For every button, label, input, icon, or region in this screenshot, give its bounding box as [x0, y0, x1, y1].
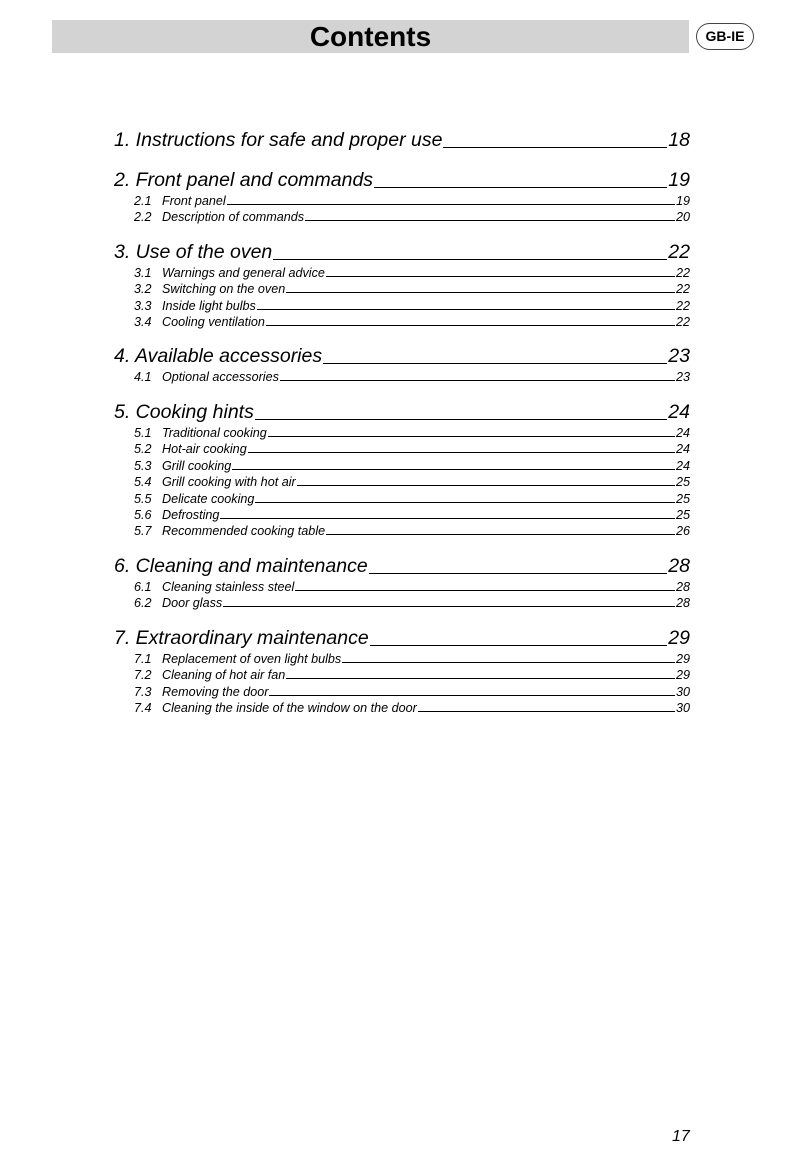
toc-section-page: 18: [668, 129, 690, 151]
toc-subsection[interactable]: [134, 490, 690, 506]
toc-subsection-page: 30: [675, 684, 690, 699]
toc-subsection-title: Defrosting: [162, 508, 220, 522]
toc-subsection[interactable]: [134, 440, 690, 456]
toc-section-label: 5. Cooking hints: [114, 401, 254, 423]
toc-subsection-page: 28: [675, 596, 690, 611]
toc-subsection-label: [134, 315, 265, 329]
toc-subsection[interactable]: [134, 473, 690, 489]
toc-subsection-title: Replacement of oven light bulbs: [162, 652, 342, 666]
toc-subsection-title: Grill cooking with hot air: [162, 475, 296, 490]
toc-subsection-page: 26: [675, 524, 690, 539]
toc-subsection-title: Traditional cooking: [162, 426, 267, 440]
toc-subsection-label: [134, 668, 285, 682]
toc-subsection-title: Removing the door: [162, 684, 269, 699]
toc-subsection-title: Cleaning the inside of the window on the door: [162, 701, 417, 716]
language-badge: GB-IE: [696, 23, 754, 50]
toc-subsection-leader-line: [286, 292, 675, 293]
toc-subsection-leader-line: [220, 518, 675, 519]
toc-section[interactable]: [114, 240, 690, 264]
toc-subsection-label: [134, 701, 417, 715]
toc-subsection-label: [134, 194, 226, 208]
toc-section[interactable]: [114, 554, 690, 578]
toc-subsection[interactable]: [134, 506, 690, 522]
toc-subsection-title: Delicate cooking: [162, 491, 255, 506]
toc-subsection-leader-line: [257, 309, 675, 310]
toc-subsection-label: [134, 266, 325, 280]
toc-subsection-leader-line: [280, 380, 675, 381]
toc-subsection-page: 22: [675, 315, 690, 330]
toc-subsection-label: [134, 508, 219, 522]
toc-subsection-title: Hot-air cooking: [162, 442, 247, 457]
page-number: 17: [672, 1128, 690, 1145]
toc-subsection-number: 5.6: [134, 508, 152, 522]
toc-section[interactable]: [114, 344, 690, 368]
toc-subsection-number: 3.3: [134, 298, 152, 313]
toc-subsection[interactable]: [134, 650, 690, 666]
toc-subsection[interactable]: [134, 208, 690, 224]
toc-subsection-label: [134, 459, 231, 473]
toc-subsection-title: Cleaning stainless steel: [162, 580, 295, 594]
toc-subsection[interactable]: [134, 368, 690, 384]
toc-subsection-page: 29: [675, 668, 690, 683]
toc-section[interactable]: [114, 128, 690, 152]
toc-subsection-label: [134, 210, 304, 224]
toc-subsection-number: 5.3: [134, 458, 152, 473]
toc-subsection[interactable]: [134, 192, 690, 208]
toc-section-page: 29: [668, 627, 690, 649]
toc-section-leader-line: [374, 187, 667, 188]
toc-section-page: 28: [668, 555, 690, 577]
toc-subsection-title: Recommended cooking table: [162, 524, 326, 539]
title-bar: [52, 20, 689, 53]
toc-subsection-leader-line: [305, 220, 675, 221]
page-title: Contents: [309, 21, 432, 52]
toc-subsection-leader-line: [223, 606, 675, 607]
toc-subsection-label: [134, 685, 268, 699]
toc-subsection-title: Grill cooking: [162, 458, 232, 473]
toc-subsection-leader-line: [255, 502, 675, 503]
toc-section-leader-line: [255, 419, 667, 420]
toc-section-label: 6. Cleaning and maintenance: [114, 555, 368, 577]
toc-subsection-page: 22: [675, 298, 690, 313]
toc-subsection-label: [134, 282, 285, 296]
toc-subsection-leader-line: [227, 204, 675, 205]
toc-section-label: 1. Instructions for safe and proper use: [114, 129, 443, 151]
toc-subsection[interactable]: [134, 424, 690, 440]
toc-section-leader-line: [323, 363, 667, 364]
toc-subsection-number: 7.2: [134, 668, 152, 683]
toc-subsection-page: 28: [675, 580, 690, 594]
toc-section-leader-line: [443, 147, 667, 148]
toc-subsection[interactable]: [134, 264, 690, 280]
toc-subsection-page: 24: [675, 426, 690, 440]
toc-subsection-leader-line: [232, 469, 675, 470]
toc-subsection-label: [134, 580, 294, 594]
toc-subsection-leader-line: [418, 711, 675, 712]
toc-subsection-number: 7.3: [134, 684, 152, 699]
toc-subsection-label: [134, 652, 341, 666]
toc-subsection-label: [134, 475, 296, 489]
toc-subsection-page: 24: [675, 442, 690, 457]
toc-subsection-page: 22: [675, 282, 690, 297]
toc-subsection-leader-line: [286, 678, 675, 679]
toc-subsection-number: 3.4: [134, 315, 152, 330]
toc-subsection-label: [134, 596, 222, 610]
toc-subsection-label: [134, 426, 267, 440]
toc-subsection-page: 24: [675, 458, 690, 473]
toc-subsection[interactable]: [134, 297, 690, 313]
toc-subsection-number: 3.2: [134, 282, 152, 297]
toc-section-leader-line: [370, 645, 668, 646]
toc-subsection-leader-line: [266, 325, 675, 326]
toc-subsection-title: Cooling ventilation: [162, 315, 265, 330]
toc-subsection-title: Cleaning of hot air fan: [162, 668, 286, 683]
toc-section[interactable]: [114, 626, 690, 650]
toc-subsection-label: [134, 442, 247, 456]
toc-subsection-page: 22: [675, 266, 690, 280]
toc-subsection-title: Description of commands: [162, 210, 305, 225]
toc-subsection-label: [134, 370, 279, 384]
toc-subsection-number: 5.7: [134, 524, 152, 539]
toc-section-label: 2. Front panel and commands: [114, 169, 374, 191]
toc-subsection-leader-line: [268, 436, 675, 437]
toc-subsection-page: 19: [675, 194, 690, 208]
toc-subsection-page: 23: [675, 370, 690, 384]
toc-subsection-label: [134, 492, 254, 506]
toc-subsection[interactable]: [134, 457, 690, 473]
toc-section-page: 19: [668, 169, 690, 191]
toc-subsection-title: Switching on the oven: [162, 282, 286, 297]
toc-subsection-number: 2.1: [134, 194, 152, 208]
toc-subsection-number: 5.5: [134, 491, 152, 506]
toc-subsection-title: Warnings and general advice: [162, 266, 325, 280]
toc-subsection[interactable]: [134, 313, 690, 329]
toc-subsection[interactable]: [134, 522, 690, 538]
toc-subsection-page: 25: [675, 491, 690, 506]
toc-subsection-number: 6.2: [134, 596, 152, 611]
toc-subsection-leader-line: [248, 452, 675, 453]
toc-section-leader-line: [273, 259, 667, 260]
toc-subsection-label: [134, 299, 256, 313]
toc-section[interactable]: [114, 168, 690, 192]
toc-subsection-leader-line: [297, 485, 675, 486]
toc-subsection-title: Optional accessories: [162, 370, 279, 384]
toc-subsection-page: 25: [675, 475, 690, 490]
toc-section-page: 22: [668, 241, 690, 263]
toc-subsection[interactable]: [134, 280, 690, 296]
toc-subsection-number: 5.2: [134, 442, 152, 457]
toc-subsection[interactable]: [134, 578, 690, 594]
toc-section-label: 3. Use of the oven: [114, 241, 273, 263]
toc-subsection[interactable]: [134, 594, 690, 610]
toc-subsection[interactable]: [134, 683, 690, 699]
toc-subsection-number: 6.1: [134, 580, 152, 594]
toc-subsection-leader-line: [342, 662, 675, 663]
toc-subsection[interactable]: [134, 699, 690, 715]
toc-section-leader-line: [369, 573, 668, 574]
toc-subsection-title: Inside light bulbs: [162, 298, 256, 313]
toc-subsection[interactable]: [134, 666, 690, 682]
toc-subsection-page: 20: [675, 210, 690, 225]
toc-subsection-number: 7.1: [134, 652, 152, 666]
toc-subsection-page: 25: [675, 508, 690, 522]
toc-subsection-number: 5.4: [134, 475, 152, 490]
toc-subsection-number: 5.1: [134, 426, 152, 440]
toc-subsection-leader-line: [295, 590, 675, 591]
toc-section-page: 23: [668, 345, 690, 367]
toc-subsection-title: Front panel: [162, 194, 226, 208]
toc-subsection-number: 4.1: [134, 370, 152, 384]
toc-section[interactable]: [114, 400, 690, 424]
toc-subsection-leader-line: [269, 695, 675, 696]
toc-subsection-page: 29: [675, 652, 690, 666]
toc-section-page: 24: [668, 401, 690, 423]
toc-subsection-title: Door glass: [162, 596, 223, 611]
toc-subsection-leader-line: [326, 276, 675, 277]
toc-section-label: 4. Available accessories: [114, 345, 323, 367]
toc-subsection-page: 30: [675, 701, 690, 716]
toc-subsection-label: [134, 524, 325, 538]
toc-subsection-number: 7.4: [134, 701, 152, 716]
toc-subsection-leader-line: [326, 534, 675, 535]
toc-subsection-number: 2.2: [134, 210, 152, 225]
toc-section-label: 7. Extraordinary maintenance: [114, 627, 369, 649]
toc-subsection-number: 3.1: [134, 266, 152, 280]
